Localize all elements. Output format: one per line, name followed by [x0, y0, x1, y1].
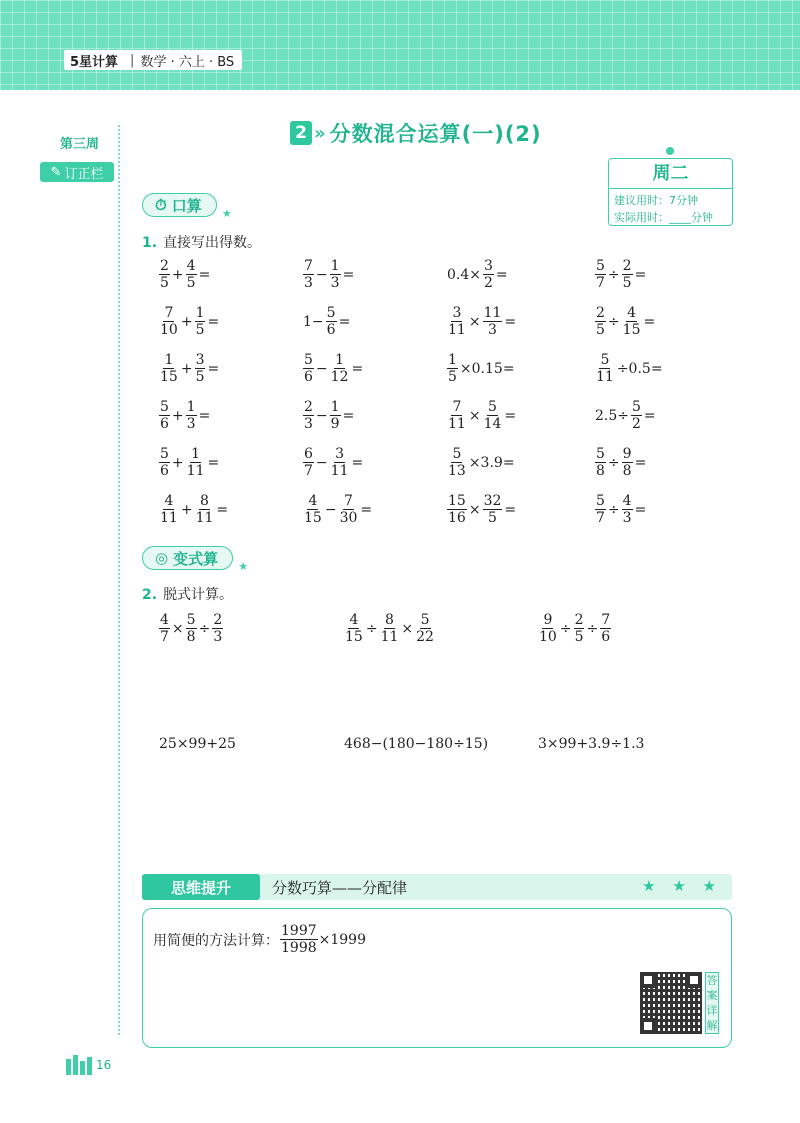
math-expression	[594, 446, 647, 479]
fraction	[159, 399, 170, 432]
fraction	[595, 352, 615, 385]
header-banner	[0, 0, 800, 90]
operator: =	[351, 360, 364, 377]
operator: +	[180, 501, 193, 518]
denominator: 8	[596, 463, 605, 479]
section-tag-label: 变式算	[173, 549, 219, 568]
week-label: 第三周	[60, 137, 100, 152]
binding-line	[118, 125, 120, 1035]
numerator: 5	[600, 352, 610, 368]
fraction	[159, 305, 179, 338]
qr-corner	[640, 1018, 656, 1034]
math-expression	[594, 399, 657, 432]
fraction	[186, 446, 206, 479]
thinking-banner	[142, 874, 732, 900]
numerator: 3	[452, 305, 462, 321]
fraction	[447, 352, 458, 385]
operator: ÷	[607, 313, 620, 330]
math-expression	[537, 736, 645, 752]
numerator: 32	[483, 493, 502, 509]
fraction	[631, 399, 642, 432]
denominator: 3	[304, 275, 313, 291]
denominator: 11	[448, 322, 466, 338]
operator: =	[634, 454, 647, 471]
fraction	[195, 493, 215, 526]
section-tag-variant	[142, 546, 249, 573]
day-label: 周二	[609, 159, 732, 189]
numerator: 4	[160, 612, 169, 628]
operator: ÷	[586, 620, 599, 637]
denominator: 15	[622, 322, 641, 338]
star-icon: ★	[238, 560, 249, 573]
operator: =	[198, 407, 211, 424]
denominator: 5	[622, 275, 632, 291]
denominator: 7	[304, 463, 313, 479]
lesson-number: 2	[290, 121, 312, 145]
separator: |	[130, 52, 135, 68]
question-suffix: ×1999	[318, 931, 366, 948]
suggested-time: 建议用时：7分钟	[614, 194, 698, 207]
question-number: 2.	[142, 587, 158, 603]
target-icon: ◎	[155, 549, 169, 567]
question-prefix: 用简便的方法计算：	[153, 932, 279, 949]
numerator: 5	[304, 352, 313, 368]
fraction	[380, 612, 400, 645]
fraction	[159, 612, 170, 645]
denominator: 5	[160, 275, 169, 291]
fraction	[159, 493, 179, 526]
numerator: 8	[385, 612, 394, 628]
numerator: 9	[622, 446, 632, 462]
fraction	[595, 446, 606, 479]
operator: −	[315, 360, 328, 377]
denominator: 5	[596, 322, 605, 338]
fraction	[330, 258, 341, 291]
denominator: 11	[448, 416, 466, 432]
numerator: 1	[186, 399, 196, 415]
numerator: 7	[344, 493, 353, 509]
question-1-heading	[142, 232, 261, 252]
series-name: 5星计算	[70, 54, 119, 70]
difficulty-stars: ★ ★ ★	[642, 877, 722, 895]
math-expression	[446, 305, 517, 338]
pencil-icon: ✎	[50, 164, 62, 180]
operator: −	[315, 454, 328, 471]
fraction	[159, 446, 170, 479]
denominator: 15	[160, 369, 178, 385]
fraction	[303, 352, 314, 385]
operator: 25×99+25	[159, 736, 236, 752]
denominator: 15	[345, 629, 363, 645]
fraction	[280, 923, 318, 956]
fraction	[415, 612, 435, 645]
operator: ×	[468, 313, 481, 330]
operator: ×0.15=	[459, 360, 515, 377]
denominator: 16	[448, 510, 466, 526]
numerator: 15	[448, 493, 466, 509]
operator: 2.5÷	[595, 407, 629, 424]
correction-label: 订正栏	[64, 166, 104, 182]
operator: =	[207, 360, 220, 377]
operator: =	[504, 407, 517, 424]
denominator: 11	[380, 629, 399, 645]
math-expression	[302, 446, 364, 479]
math-expression	[446, 446, 516, 479]
numerator: 2	[304, 399, 313, 415]
math-expression	[302, 258, 355, 291]
operator: ÷	[559, 620, 572, 637]
numerator: 7	[304, 258, 313, 274]
correction-column	[40, 162, 114, 182]
qr-corner	[686, 972, 702, 988]
numerator: 5	[160, 399, 169, 415]
math-expression	[302, 493, 373, 526]
section-tag-oral	[142, 193, 232, 220]
fraction	[447, 493, 467, 526]
operator: =	[198, 266, 211, 283]
qr-code[interactable]	[640, 972, 702, 1034]
numerator: 5	[160, 446, 169, 462]
fraction	[186, 258, 197, 291]
math-expression	[594, 352, 664, 385]
operator: ×	[468, 407, 481, 424]
math-expression	[446, 493, 517, 526]
numerator: 4	[308, 493, 318, 509]
question-number: 1.	[142, 235, 158, 251]
denominator: 15	[304, 510, 322, 526]
fraction	[344, 612, 364, 645]
numerator: 5	[596, 493, 605, 509]
numerator: 5	[632, 399, 641, 415]
fraction	[622, 305, 642, 338]
math-expression	[158, 736, 237, 752]
operator: =	[643, 313, 656, 330]
operator: +	[171, 407, 184, 424]
operator: =	[495, 266, 508, 283]
denominator: 3	[622, 510, 632, 526]
pin-icon	[666, 147, 674, 155]
subject-label: 数学 · 六上 · BS	[140, 54, 235, 70]
operator: ÷	[365, 620, 378, 637]
math-expression	[158, 399, 211, 432]
lesson-title	[290, 118, 542, 148]
page-footer	[66, 1055, 111, 1075]
numerator: 3	[484, 258, 493, 274]
section-tag-label: 口算	[171, 196, 202, 215]
stopwatch-icon: ⏱	[155, 196, 167, 214]
star-icon: ★	[221, 207, 232, 220]
fraction	[330, 352, 350, 385]
fraction	[447, 399, 467, 432]
lesson-title-text: 分数混合运算(一)(2)	[329, 122, 542, 146]
fraction	[195, 305, 206, 338]
math-expression	[446, 258, 509, 291]
operator: =	[207, 454, 220, 471]
fraction	[483, 258, 494, 291]
fraction	[330, 446, 350, 479]
math-expression	[594, 258, 647, 291]
math-expression	[158, 352, 220, 385]
operator: =	[351, 454, 364, 471]
math-expression	[302, 352, 364, 385]
denominator: 5	[186, 275, 196, 291]
numerator: 1	[335, 352, 345, 368]
denominator: 2	[632, 416, 641, 432]
operator: 0.4×	[447, 266, 481, 283]
operator: −	[324, 501, 337, 518]
actual-time: 实际用时：____分钟	[614, 211, 713, 224]
operator: =	[216, 501, 229, 518]
question-text: 直接写出得数。	[163, 235, 262, 251]
numerator: 2	[622, 258, 632, 274]
thinking-label: 思维提升	[142, 874, 260, 900]
denominator: 10	[539, 629, 557, 645]
operator: =	[207, 313, 220, 330]
math-expression	[537, 612, 612, 645]
denominator: 22	[416, 629, 434, 645]
operator: ÷	[607, 454, 620, 471]
denominator: 1998	[281, 940, 317, 956]
denominator: 30	[339, 510, 358, 526]
denominator: 6	[160, 463, 169, 479]
math-expression	[446, 399, 517, 432]
fraction	[600, 612, 611, 645]
denominator: 2	[484, 275, 493, 291]
numerator: 5	[420, 612, 430, 628]
math-expression	[158, 305, 220, 338]
numerator: 1	[195, 305, 205, 321]
operator: =	[338, 313, 351, 330]
denominator: 8	[622, 463, 632, 479]
math-expression	[594, 493, 647, 526]
math-expression	[594, 305, 656, 338]
operator: +	[180, 360, 193, 377]
denominator: 11	[195, 510, 214, 526]
fraction	[303, 258, 314, 291]
numerator: 9	[543, 612, 553, 628]
thinking-question	[153, 923, 366, 956]
numerator: 1	[448, 352, 457, 368]
denominator: 6	[326, 322, 336, 338]
denominator: 5	[448, 369, 457, 385]
numerator: 5	[596, 258, 605, 274]
fraction	[303, 446, 314, 479]
numerator: 7	[601, 612, 611, 628]
denominator: 3	[330, 275, 340, 291]
numerator: 4	[622, 493, 632, 509]
question-2-heading	[142, 584, 233, 604]
fraction	[159, 258, 170, 291]
operator: =	[634, 501, 647, 518]
math-expression	[158, 612, 224, 645]
operator: =	[504, 501, 517, 518]
numerator: 4	[164, 493, 174, 509]
operator: ×	[401, 620, 414, 637]
fraction	[483, 305, 503, 338]
fraction	[483, 493, 503, 526]
numerator: 3	[195, 352, 205, 368]
operator: 3×99+3.9÷1.3	[538, 736, 645, 752]
numerator: 5	[326, 305, 336, 321]
numerator: 5	[596, 446, 605, 462]
operator: +	[171, 266, 184, 283]
numerator: 5	[186, 612, 196, 628]
denominator: 5	[195, 322, 205, 338]
numerator: 2	[596, 305, 605, 321]
fraction	[326, 305, 337, 338]
denominator: 7	[596, 510, 605, 526]
denominator: 14	[483, 416, 502, 432]
math-expression	[343, 612, 436, 645]
denominator: 7	[596, 275, 605, 291]
math-expression	[158, 493, 229, 526]
numerator: 5	[452, 446, 462, 462]
denominator: 9	[330, 416, 340, 432]
fraction	[186, 612, 197, 645]
denominator: 6	[304, 369, 313, 385]
qr-corner	[640, 972, 656, 988]
denominator: 6	[601, 629, 611, 645]
numerator: 5	[488, 399, 497, 415]
fraction	[195, 352, 206, 385]
fraction	[622, 493, 633, 526]
numerator: 2	[574, 612, 584, 628]
operator: ×	[171, 620, 184, 637]
denominator: 3	[213, 629, 223, 645]
operator: ÷	[198, 620, 211, 637]
numerator: 1	[164, 352, 174, 368]
operator: +	[171, 454, 184, 471]
fraction	[622, 446, 633, 479]
fraction	[212, 612, 223, 645]
numerator: 2	[213, 612, 223, 628]
denominator: 11	[596, 369, 614, 385]
series-label	[64, 50, 242, 70]
fraction	[447, 446, 467, 479]
denominator: 12	[330, 369, 349, 385]
fraction	[303, 493, 323, 526]
denominator: 6	[160, 416, 169, 432]
numerator: 1	[330, 258, 340, 274]
denominator: 3	[186, 416, 196, 432]
operator: ×	[468, 501, 481, 518]
numerator: 1	[330, 399, 340, 415]
denominator: 3	[304, 416, 313, 432]
fraction	[447, 305, 467, 338]
denominator: 5	[574, 629, 584, 645]
page-number: 16	[96, 1058, 112, 1072]
numerator: 7	[164, 305, 174, 321]
chevron-right-icon: »	[314, 122, 326, 144]
operator: =	[634, 266, 647, 283]
math-expression	[343, 736, 489, 752]
question-text: 脱式计算。	[163, 587, 234, 603]
operator: =	[360, 501, 373, 518]
numerator: 4	[186, 258, 196, 274]
fraction	[186, 399, 197, 432]
fraction	[330, 399, 341, 432]
denominator: 5	[195, 369, 205, 385]
thinking-subtitle: 分数巧算——分配律	[272, 879, 408, 897]
answer-label: 答案详解	[706, 974, 718, 1032]
fraction	[595, 305, 606, 338]
numerator: 2	[160, 258, 169, 274]
operator: +	[180, 313, 193, 330]
numerator: 4	[627, 305, 637, 321]
fraction	[159, 352, 179, 385]
operator: ÷0.5=	[616, 360, 663, 377]
numerator: 1	[191, 446, 201, 462]
math-expression	[158, 446, 220, 479]
operator: =	[342, 407, 355, 424]
numerator: 7	[452, 399, 462, 415]
numerator: 8	[200, 493, 209, 509]
operator: ÷	[607, 266, 620, 283]
denominator: 7	[160, 629, 169, 645]
fraction	[303, 399, 314, 432]
operator: 1−	[303, 313, 324, 330]
denominator: 5	[488, 510, 497, 526]
operator: ×3.9=	[468, 454, 515, 471]
operator: ÷	[607, 501, 620, 518]
math-expression	[158, 258, 211, 291]
operator: 468−(180−180÷15)	[344, 736, 489, 752]
denominator: 11	[330, 463, 349, 479]
denominator: 11	[160, 510, 178, 526]
numerator: 6	[304, 446, 313, 462]
math-expression	[302, 305, 351, 338]
fraction	[483, 399, 503, 432]
fraction	[538, 612, 558, 645]
denominator: 11	[186, 463, 205, 479]
numerator: 11	[483, 305, 502, 321]
day-box	[608, 158, 733, 226]
fraction	[339, 493, 359, 526]
operator: =	[504, 313, 517, 330]
fraction	[595, 258, 606, 291]
fraction	[595, 493, 606, 526]
books-icon	[66, 1055, 92, 1075]
math-expression	[446, 352, 516, 385]
numerator: 1997	[281, 923, 317, 939]
fraction	[574, 612, 585, 645]
numerator: 3	[335, 446, 345, 462]
denominator: 10	[160, 322, 178, 338]
fraction	[622, 258, 633, 291]
numerator: 4	[349, 612, 359, 628]
operator: =	[643, 407, 656, 424]
operator: −	[315, 266, 328, 283]
operator: −	[315, 407, 328, 424]
denominator: 13	[448, 463, 466, 479]
denominator: 3	[488, 322, 497, 338]
denominator: 8	[186, 629, 196, 645]
math-expression	[302, 399, 355, 432]
operator: =	[342, 266, 355, 283]
